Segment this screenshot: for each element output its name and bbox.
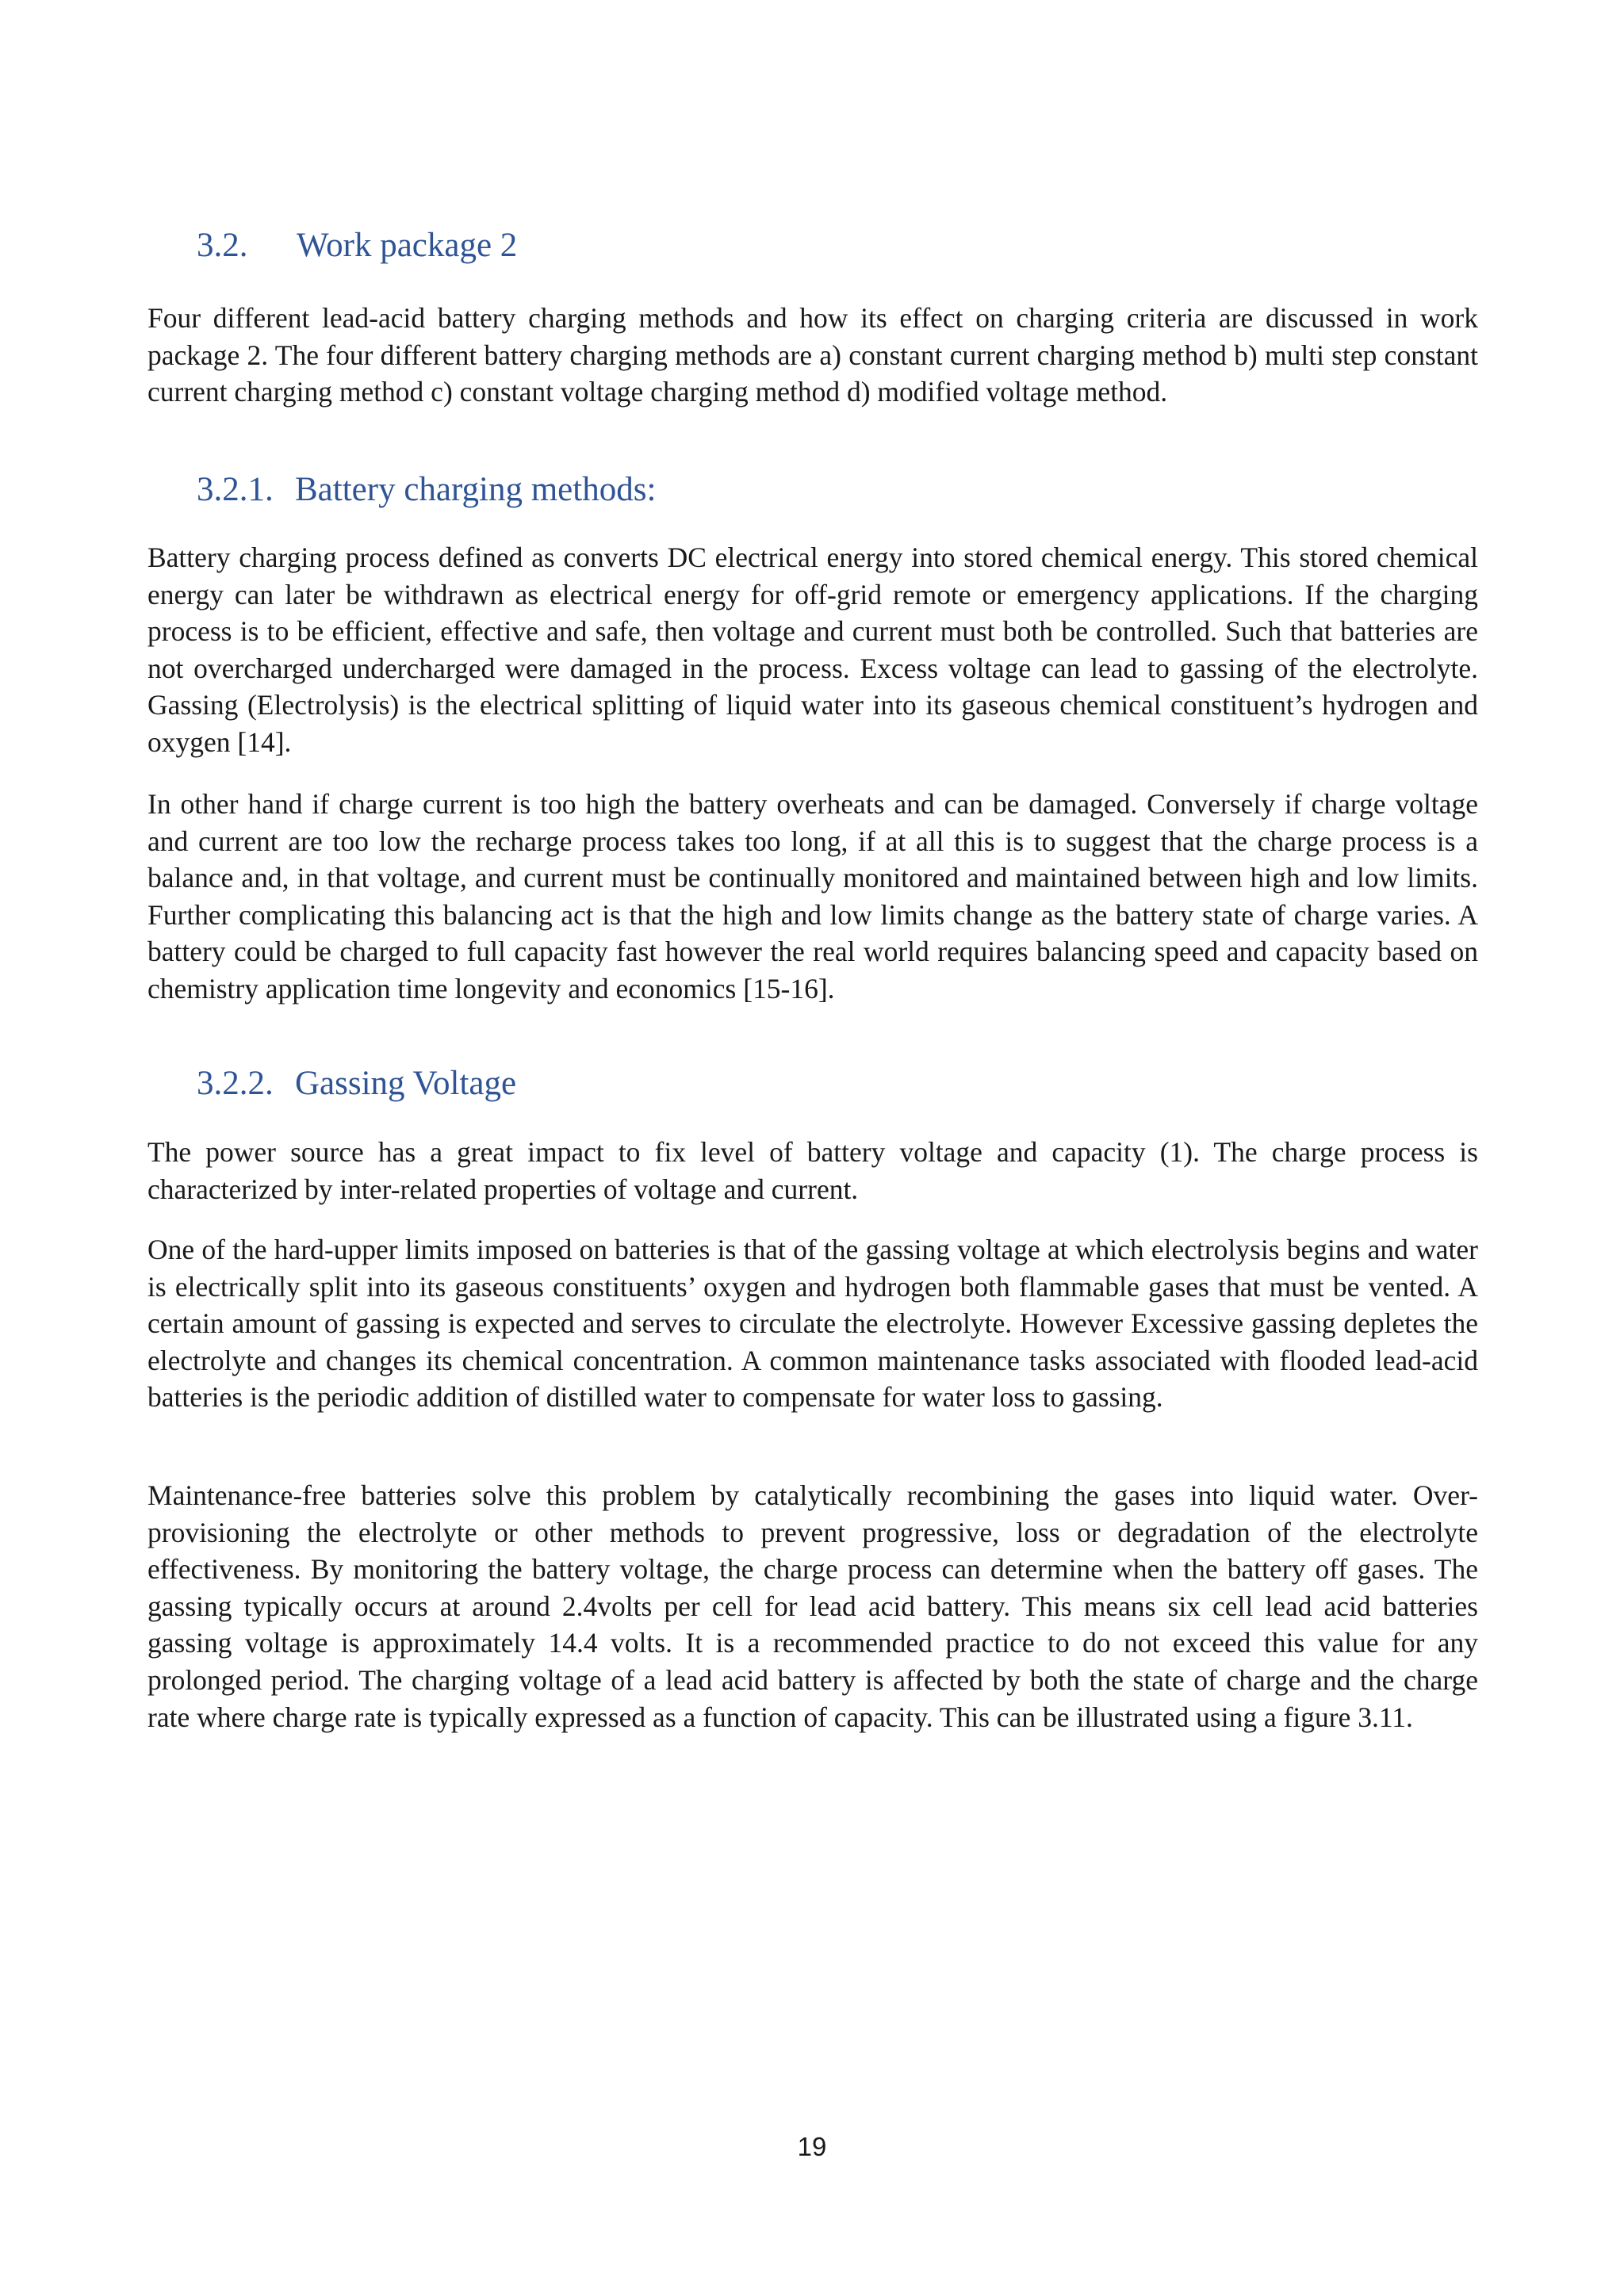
section-number: 3.2. <box>197 226 248 264</box>
section-title: Battery charging methods: <box>295 471 657 508</box>
section-number: 3.2.1. <box>197 471 274 508</box>
section-heading-3-2-2 <box>197 1066 516 1100</box>
section-heading-3-2 <box>197 228 517 262</box>
paragraph-gassing-limits: One of the hard-upper limits imposed on batteries is that of the gassing voltage at which electrolysis begins and water is electrically split into its gaseous constituents’ oxygen and hydrogen both flammable gases that must be vented. A certain amount of gassing is expected and serves to circulate the electrolyte. However Excessive gassing depletes the electrolyte and changes its chemical concentration. A common maintenance tasks associated with flooded lead-acid batteries is the periodic addition of distilled water to compensate for water loss to gassing. <box>147 1234 1478 1414</box>
paragraph-charging-process: Battery charging process defined as converts DC electrical energy into stored chemical energy. This stored chemical energy can later be withdrawn as electrical energy for off-grid remote or emergency applications. If the charging process is to be efficient, effective and safe, then voltage and current must both be controlled. Such that batteries are not overcharged undercharged were damaged in the process. Excess voltage can lead to gassing of the electrolyte. Gassing (Electrolysis) is the electrical splitting of liquid water into its gaseous chemical constituent’s hydrogen and oxygen [14]. <box>147 541 1478 758</box>
section-heading-3-2-1 <box>197 473 656 507</box>
paragraph-power-source: The power source has a great impact to fix level of battery voltage and capacity (1). The charge process is characterized by inter-related properties of voltage and current. <box>147 1136 1478 1205</box>
page-number: 19 <box>797 2132 827 2161</box>
paragraph-intro: Four different lead-acid battery charging methods and how its effect on charging criteria are discussed in work package 2. The four different battery charging methods are a) constant current charging method b) multi step constant current charging method c) constant voltage charging method d) modified voltage method. <box>147 302 1478 408</box>
paragraph-maintenance-free: Maintenance-free batteries solve this problem by catalytically recombining the gases into liquid water. Over-provisioning the electrolyte or other methods to prevent progressive, loss or degradation of the electrolyte effectiveness. By monitoring the battery voltage, the charge process can determine when the battery off gases. The gassing typically occurs at around 2.4volts per cell for lead acid battery. This means six cell lead acid batteries gassing voltage is approximately 14.4 volts. It is a recommended practice to do not exceed this value for any prolonged period. The charging voltage of a lead acid battery is affected by both the state of charge and the charge rate where charge rate is typically expressed as a function of capacity. This can be illustrated using a figure 3.11. <box>147 1479 1478 1733</box>
paragraph-charge-current: In other hand if charge current is too high the battery overheats and can be damaged. Conversely if charge voltage and current are too low the recharge process takes too long, if at all this is to suggest that the charge process is a balance and, in that voltage, and current must be continually monitored and maintained between high and low limits. Further complicating this balancing act is that the high and low limits change as the battery state of charge varies. A battery could be charged to full capacity fast however the real world requires balancing speed and capacity based on chemistry application time longevity and economics [15-16]. <box>147 788 1478 1004</box>
section-title: Gassing Voltage <box>295 1065 517 1102</box>
section-title: Work package 2 <box>297 226 518 264</box>
section-number: 3.2.2. <box>197 1065 274 1102</box>
